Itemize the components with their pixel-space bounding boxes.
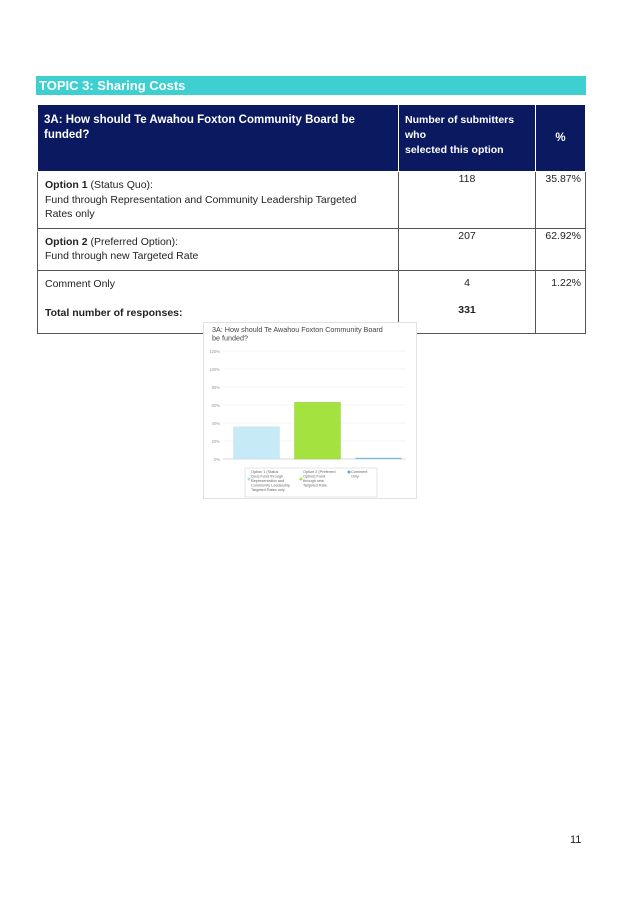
legend-label: Comment bbox=[351, 470, 368, 474]
results-table bbox=[37, 104, 586, 334]
legend-label: Option):Fund bbox=[303, 474, 326, 479]
option-qualifier: (Preferred Option): bbox=[87, 235, 179, 248]
comment-only-label: Comment Only bbox=[45, 277, 116, 290]
count-header-line: Number of submitters bbox=[405, 114, 515, 126]
comment-only-percent: 1.22% bbox=[536, 270, 586, 333]
legend-label: Targeted Rates only bbox=[251, 488, 285, 492]
option-1-label bbox=[38, 172, 399, 229]
chart-title-line: 3A: How should Te Awahou Foxton Community Board bbox=[212, 325, 383, 334]
y-tick-label: 0% bbox=[213, 456, 220, 462]
option-1-count: 118 bbox=[399, 172, 536, 229]
bar-1 bbox=[234, 427, 280, 459]
option-description: Fund through Representation and Community Leadership Targeted bbox=[45, 193, 357, 206]
count-header-line: who bbox=[405, 129, 426, 141]
y-tick-label: 100% bbox=[209, 366, 220, 372]
topic-heading: TOPIC 3: Sharing Costs bbox=[36, 76, 586, 95]
y-tick-label: 120% bbox=[209, 348, 220, 354]
option-description: Fund through new Targeted Rate bbox=[45, 250, 199, 262]
table-row bbox=[38, 172, 586, 229]
chart-title-line: be funded? bbox=[212, 333, 248, 343]
question-header: 3A: How should Te Awahou Foxton Community Board be funded? bbox=[38, 105, 399, 172]
count-header bbox=[399, 105, 536, 172]
legend-label: Only bbox=[351, 474, 359, 479]
option-2-percent: 62.92% bbox=[536, 228, 586, 270]
legend-label: Targeted Rate bbox=[303, 483, 327, 488]
option-description: Rates only bbox=[45, 208, 95, 220]
option-2-label bbox=[38, 228, 399, 270]
option-name: Option 1 bbox=[45, 179, 88, 191]
option-2-count: 207 bbox=[399, 228, 536, 270]
table-header-row bbox=[38, 105, 586, 172]
option-1-percent: 35.87% bbox=[536, 172, 586, 229]
y-tick-label: 60% bbox=[211, 402, 220, 408]
total-count: 331 bbox=[458, 303, 476, 316]
legend-label: through new bbox=[303, 479, 324, 483]
legend-label: Quo):Fund through bbox=[251, 474, 284, 479]
option-qualifier: (Status Quo): bbox=[87, 179, 153, 191]
bar-2 bbox=[295, 402, 341, 459]
y-tick-label: 80% bbox=[211, 384, 220, 390]
bar-chart bbox=[203, 322, 417, 499]
chart-container bbox=[203, 322, 417, 499]
count-header-line: selected this option bbox=[405, 144, 504, 156]
option-name: Option 2 bbox=[45, 235, 88, 248]
comment-only-count: 4 bbox=[464, 276, 470, 289]
legend-label: Community Leadership bbox=[251, 483, 291, 488]
legend-label: Representation and bbox=[251, 479, 285, 483]
y-tick-label: 20% bbox=[211, 438, 220, 444]
y-tick-label: 40% bbox=[211, 420, 220, 426]
percent-header: % bbox=[536, 105, 586, 172]
bar-3 bbox=[356, 458, 402, 459]
comment-and-total-count bbox=[399, 270, 536, 333]
legend-label: Option 1 (Status bbox=[251, 470, 279, 474]
legend-label: Option 2 (Preferred bbox=[303, 470, 336, 474]
page-number: 11 bbox=[570, 834, 582, 846]
table-row bbox=[38, 228, 586, 270]
total-label: Total number of responses: bbox=[45, 307, 183, 319]
